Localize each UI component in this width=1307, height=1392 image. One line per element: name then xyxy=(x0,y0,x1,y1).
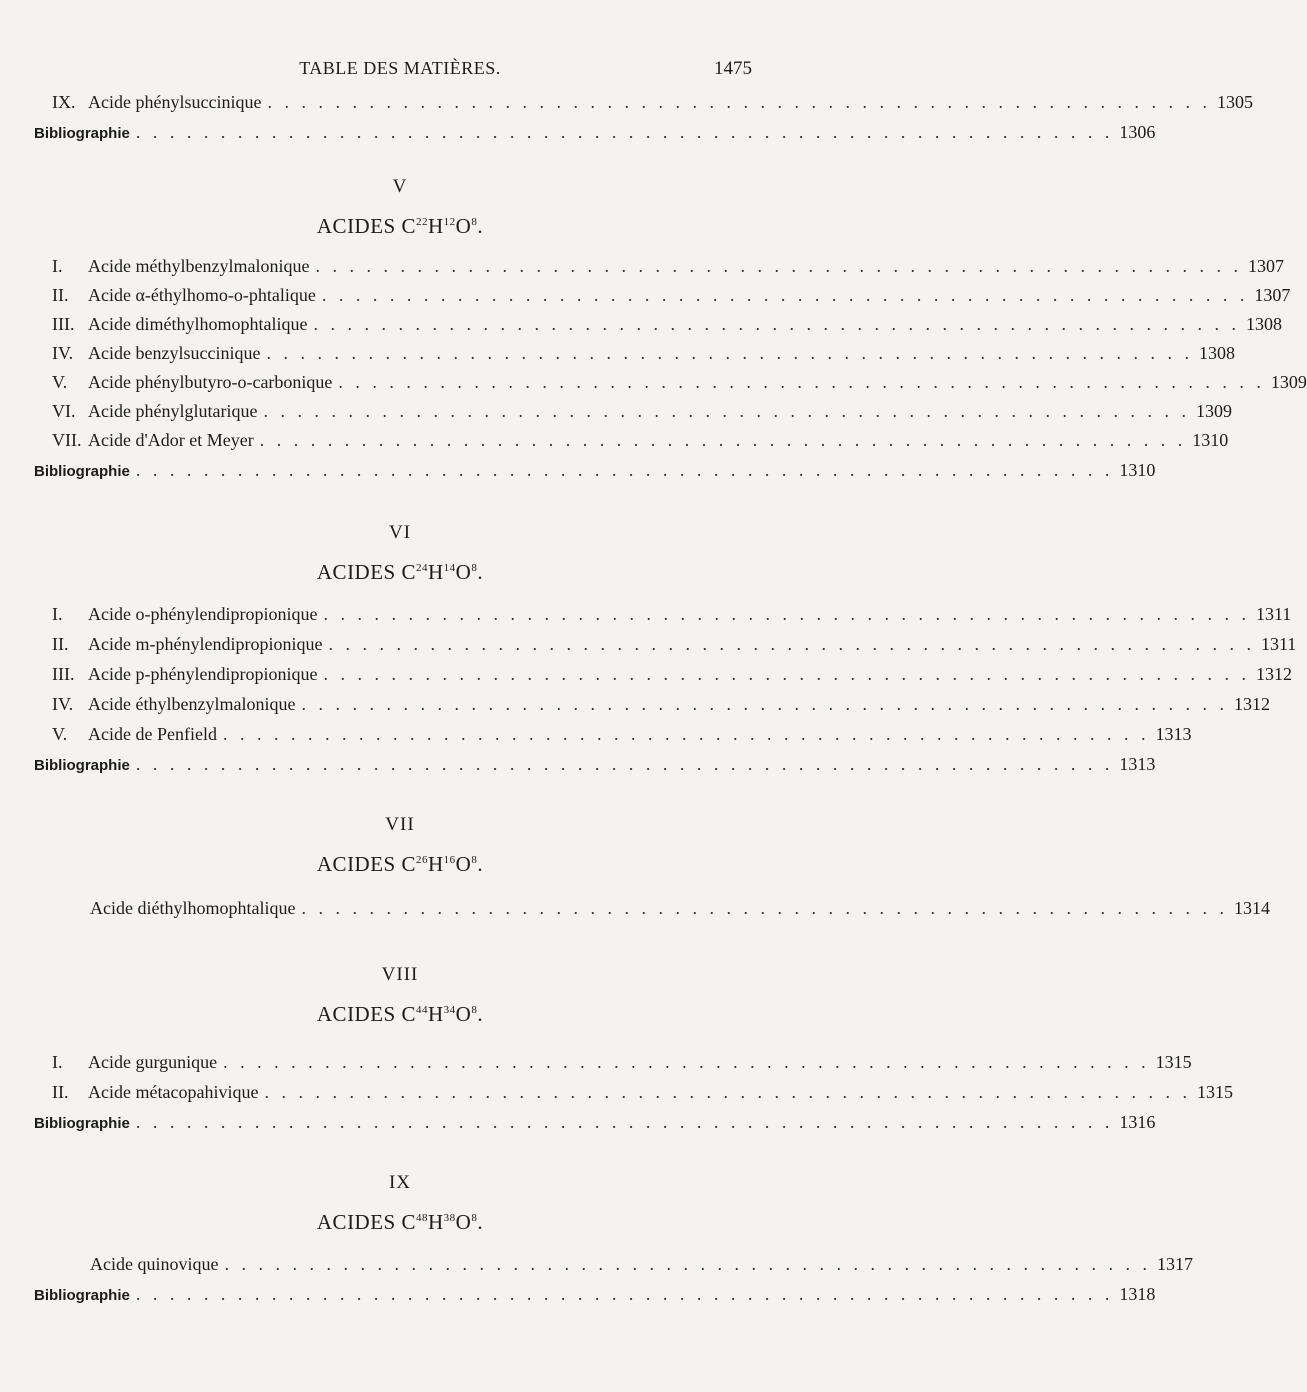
leader-dots: . . . . . . . . . . . . . . . . . . . . . . . . . . . . . . . . . . . . . . . . . . . . . . . . . . . . . . . . . . xyxy=(135,1284,1114,1304)
leader-dots: . . . . . . . . . . . . . . . . . . . . . . . . . . . . . . . . . . . . . . . . . . . . . . . . . . . . . . . xyxy=(266,343,1193,363)
toc-entry[interactable] xyxy=(52,343,1235,369)
entry-number: VII. xyxy=(52,430,82,450)
toc-entry[interactable] xyxy=(52,694,1270,720)
leader-dots: . . . . . . . . . . . . . . . . . . . . . . . . . . . . . . . . . . . . . . . . . . . . . . . . . . . . . . . xyxy=(301,898,1228,918)
entry-page: 1313 xyxy=(1155,724,1192,744)
leader-dots: . . . . . . . . . . . . . . . . . . . . . . . . . . . . . . . . . . . . . . . . . . . . . . . . . . . . . . . xyxy=(338,372,1265,392)
toc-entry[interactable] xyxy=(52,1052,1192,1078)
entry-number: V. xyxy=(52,724,68,744)
toc-entry[interactable] xyxy=(52,285,1291,311)
leader-dots: . . . . . . . . . . . . . . . . . . . . . . . . . . . . . . . . . . . . . . . . . . . . . . . . . . . . . . . xyxy=(263,401,1190,421)
entry-page: 1314 xyxy=(1233,898,1270,918)
entry-label: Acide gurgunique xyxy=(88,1052,218,1072)
bibliography-label: Bibliographie xyxy=(34,1287,130,1304)
toc-entry[interactable] xyxy=(52,664,1292,690)
entry-label: Acide de Penfield xyxy=(88,724,217,744)
entry-number: IV. xyxy=(52,694,74,714)
toc-entry[interactable] xyxy=(52,634,1297,660)
entry-label: Acide d'Ador et Meyer xyxy=(88,430,254,450)
section-formula: ACIDES $C^{44}H^{34}O^8$. xyxy=(316,1002,484,1026)
section-formula: ACIDES $C^{26}H^{16}O^8$. xyxy=(316,852,484,876)
entry-page: 1315 xyxy=(1196,1082,1233,1102)
bibliography-label: Bibliographie xyxy=(34,463,130,480)
toc-entry[interactable] xyxy=(52,256,1284,282)
entry-number: IX. xyxy=(52,92,76,112)
entry-number: III. xyxy=(52,314,75,334)
entry-label: Acide diméthylhomophtalique xyxy=(88,314,308,334)
toc-entry[interactable] xyxy=(52,604,1292,630)
leader-dots: . . . . . . . . . . . . . . . . . . . . . . . . . . . . . . . . . . . . . . . . . . . . . . . . . . . . . . . . . . xyxy=(135,1112,1114,1132)
leader-dots: . . . . . . . . . . . . . . . . . . . . . . . . . . . . . . . . . . . . . . . . . . . . . . . . . . . . . . . xyxy=(323,604,1250,624)
entry-label: Acide α-éthylhomo-o-phtalique xyxy=(88,285,316,305)
leader-dots: . . . . . . . . . . . . . . . . . . . . . . . . . . . . . . . . . . . . . . . . . . . . . . . . . . . . . . . xyxy=(259,430,1187,450)
entry-label: Acide o-phénylendipropionique xyxy=(88,604,318,624)
entry-label: Acide diéthylhomophtalique xyxy=(90,898,296,918)
entry-number: II. xyxy=(52,634,69,654)
toc-entry[interactable] xyxy=(52,372,1307,398)
bibliography-page: 1316 xyxy=(1119,1112,1156,1132)
toc-entry[interactable] xyxy=(52,1082,1233,1108)
entry-label: Acide m-phénylendipropionique xyxy=(88,634,323,654)
bibliography-page: 1313 xyxy=(1119,754,1156,774)
toc-entry[interactable] xyxy=(52,92,1253,118)
leader-dots: . . . . . . . . . . . . . . . . . . . . . . . . . . . . . . . . . . . . . . . . . . . . . . . . . . . . . . . xyxy=(323,664,1250,684)
entry-label: Acide phénylbutyro-o-carbonique xyxy=(88,372,333,392)
section-formula: ACIDES $C^{24}H^{14}O^8$. xyxy=(316,560,484,584)
toc-entry[interactable] xyxy=(52,401,1232,427)
entry-page: 1312 xyxy=(1233,694,1270,714)
entry-number: I. xyxy=(52,604,63,624)
toc-entry[interactable] xyxy=(52,430,1229,456)
leader-dots: . . . . . . . . . . . . . . . . . . . . . . . . . . . . . . . . . . . . . . . . . . . . . . . . . . . . . . . xyxy=(223,1052,1150,1072)
leader-dots: . . . . . . . . . . . . . . . . . . . . . . . . . . . . . . . . . . . . . . . . . . . . . . . . . . . . . . . xyxy=(321,285,1249,305)
bibliography-page: 1318 xyxy=(1119,1284,1156,1304)
bibliography-entry[interactable] xyxy=(34,1284,1156,1310)
page-header xyxy=(0,58,800,86)
leader-dots: . . . . . . . . . . . . . . . . . . . . . . . . . . . . . . . . . . . . . . . . . . . . . . . . . . . . . . . xyxy=(301,694,1228,714)
leader-dots: . . . . . . . . . . . . . . . . . . . . . . . . . . . . . . . . . . . . . . . . . . . . . . . . . . . . . . . xyxy=(315,256,1242,276)
toc-entry[interactable] xyxy=(90,1254,1193,1280)
leader-dots: . . . . . . . . . . . . . . . . . . . . . . . . . . . . . . . . . . . . . . . . . . . . . . . . . . . . . . . . . . xyxy=(135,460,1114,480)
entry-number: I. xyxy=(52,256,63,276)
section-formula: ACIDES $C^{22}H^{12}O^8$. xyxy=(316,214,484,238)
entry-page: 1312 xyxy=(1255,664,1292,684)
entry-page: 1311 xyxy=(1255,604,1292,624)
entry-label: Acide métacopahivique xyxy=(88,1082,259,1102)
entry-page: 1310 xyxy=(1192,430,1229,450)
bibliography-entry[interactable] xyxy=(34,122,1156,148)
leader-dots: . . . . . . . . . . . . . . . . . . . . . . . . . . . . . . . . . . . . . . . . . . . . . . . . . . . . . . . . xyxy=(267,92,1211,112)
entry-page: 1309 xyxy=(1195,401,1232,421)
section-number: VI xyxy=(388,522,412,543)
bibliography-entry[interactable] xyxy=(34,460,1156,486)
entry-number: II. xyxy=(52,1082,69,1102)
entry-page: 1308 xyxy=(1245,314,1282,334)
entry-page: 1315 xyxy=(1155,1052,1192,1072)
bibliography-entry[interactable] xyxy=(34,1112,1156,1138)
toc-entry[interactable] xyxy=(52,314,1282,340)
entry-label: Acide éthylbenzylmalonique xyxy=(88,694,296,714)
entry-label: Acide phénylsuccinique xyxy=(88,92,262,112)
entry-page: 1311 xyxy=(1260,634,1297,654)
page-title: TABLE DES MATIÈRES. xyxy=(299,58,501,78)
entry-number: VI. xyxy=(52,401,76,421)
entry-number: III. xyxy=(52,664,75,684)
leader-dots: . . . . . . . . . . . . . . . . . . . . . . . . . . . . . . . . . . . . . . . . . . . . . . . . . . . . . . . xyxy=(222,724,1150,744)
bibliography-page: 1306 xyxy=(1119,122,1156,142)
entry-number: V. xyxy=(52,372,68,392)
bibliography-label: Bibliographie xyxy=(34,125,130,142)
toc-entry[interactable] xyxy=(52,724,1192,750)
section-number: VII xyxy=(385,814,415,835)
entry-label: Acide méthylbenzylmalonique xyxy=(88,256,310,276)
entry-number: I. xyxy=(52,1052,63,1072)
entry-number: IV. xyxy=(52,343,74,363)
leader-dots: . . . . . . . . . . . . . . . . . . . . . . . . . . . . . . . . . . . . . . . . . . . . . . . . . . . . . . . . . . xyxy=(135,122,1114,142)
entry-label: Acide p-phénylendipropionique xyxy=(88,664,318,684)
bibliography-entry[interactable] xyxy=(34,754,1156,780)
entry-page: 1309 xyxy=(1270,372,1307,392)
entry-label: Acide benzylsuccinique xyxy=(88,343,261,363)
entry-page: 1307 xyxy=(1254,285,1291,305)
page-number: 1475 xyxy=(714,58,752,79)
entry-label: Acide quinovique xyxy=(90,1254,219,1274)
bibliography-label: Bibliographie xyxy=(34,757,130,774)
leader-dots: . . . . . . . . . . . . . . . . . . . . . . . . . . . . . . . . . . . . . . . . . . . . . . . . . . . . . . . xyxy=(224,1254,1151,1274)
bibliography-page: 1310 xyxy=(1119,460,1156,480)
entry-page: 1307 xyxy=(1247,256,1284,276)
section-number: V xyxy=(392,176,408,197)
entry-page: 1308 xyxy=(1198,343,1235,363)
toc-entry[interactable] xyxy=(90,898,1270,924)
bibliography-label: Bibliographie xyxy=(34,1115,130,1132)
leader-dots: . . . . . . . . . . . . . . . . . . . . . . . . . . . . . . . . . . . . . . . . . . . . . . . . . . . . . . . xyxy=(313,314,1240,334)
section-formula: ACIDES $C^{48}H^{38}O^8$. xyxy=(316,1210,484,1234)
entry-label: Acide phénylglutarique xyxy=(88,401,258,421)
leader-dots: . . . . . . . . . . . . . . . . . . . . . . . . . . . . . . . . . . . . . . . . . . . . . . . . . . . . . . . . . . xyxy=(135,754,1114,774)
leader-dots: . . . . . . . . . . . . . . . . . . . . . . . . . . . . . . . . . . . . . . . . . . . . . . . . . . . . . . . xyxy=(328,634,1255,654)
section-number: VIII xyxy=(381,964,419,985)
entry-page: 1305 xyxy=(1216,92,1253,112)
entry-page: 1317 xyxy=(1156,1254,1193,1274)
section-number: IX xyxy=(388,1172,412,1193)
entry-number: II. xyxy=(52,285,69,305)
leader-dots: . . . . . . . . . . . . . . . . . . . . . . . . . . . . . . . . . . . . . . . . . . . . . . . . . . . . . . . xyxy=(264,1082,1191,1102)
